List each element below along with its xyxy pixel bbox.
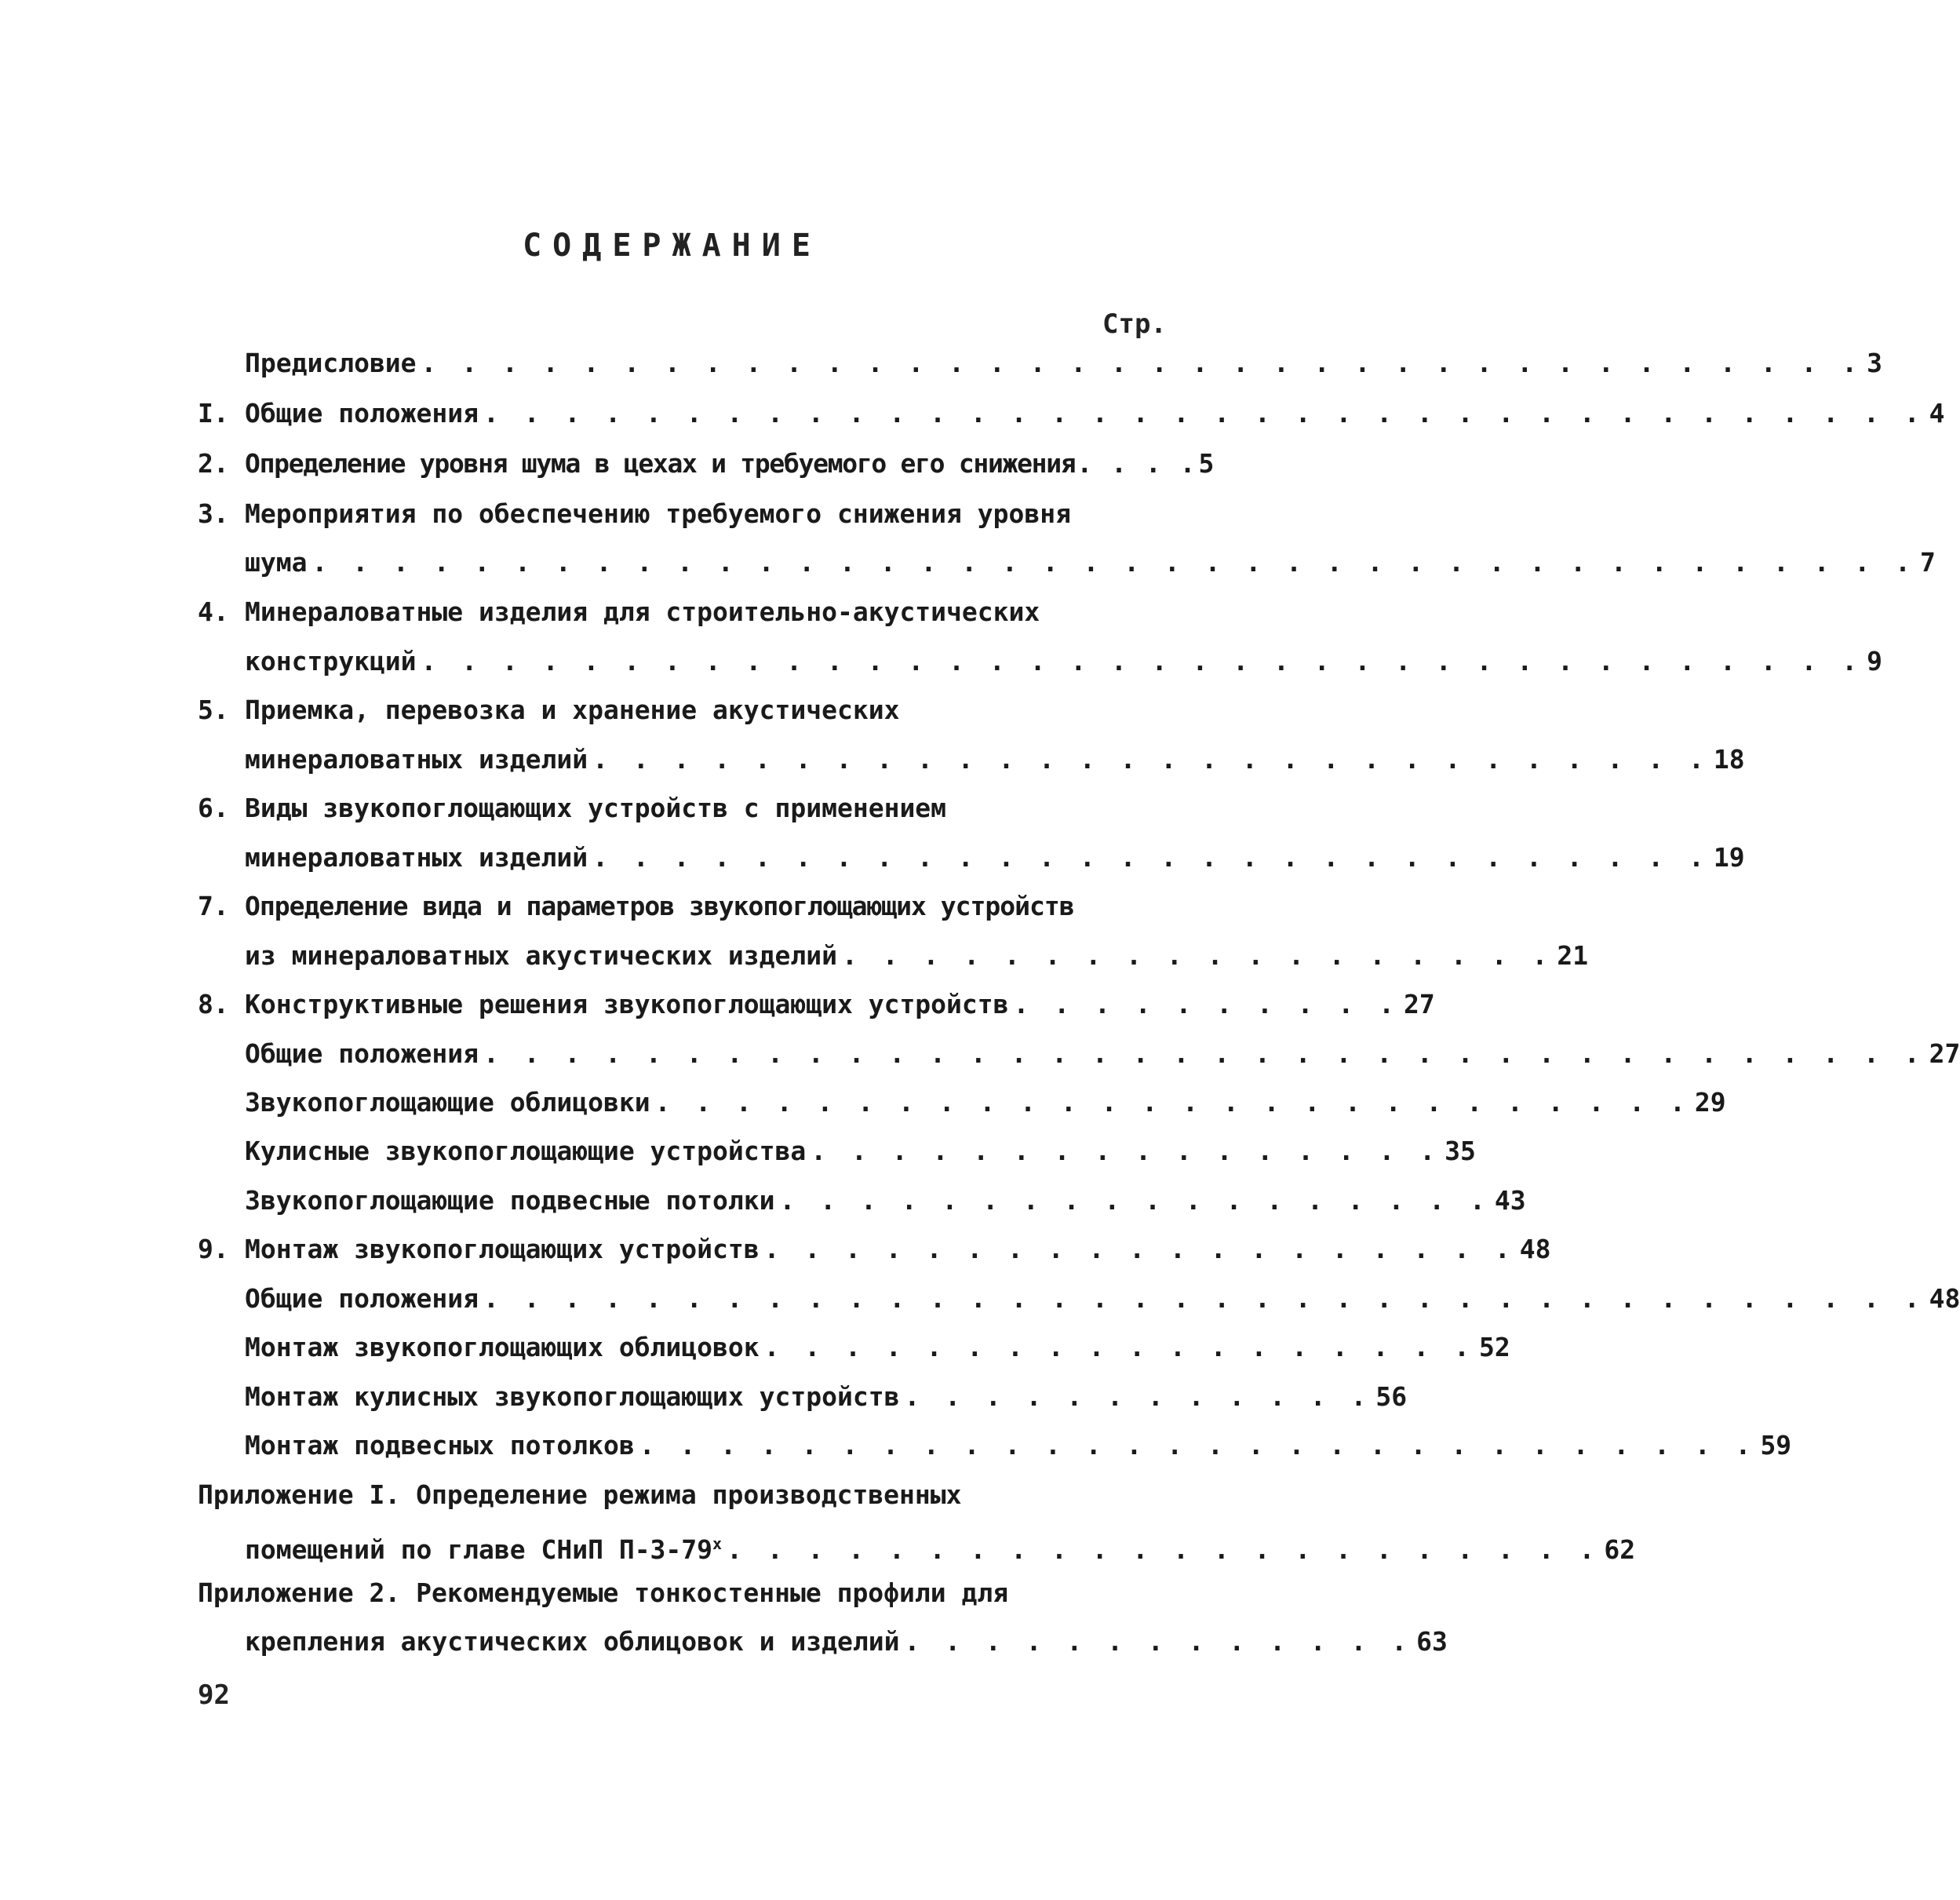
toc-entry-text: Звукопоглощающие подвесные потолки xyxy=(245,1185,775,1216)
toc-entry-continued xyxy=(245,494,1139,534)
toc-entry-page: 18 xyxy=(1713,744,1745,775)
toc-entry-number: I. xyxy=(198,398,229,429)
toc-entry-text: Предисловие xyxy=(245,348,417,378)
toc-entry-number: 4. xyxy=(198,596,229,627)
toc-leader-dots: . . . . . . . . . . xyxy=(1013,989,1400,1019)
toc-leader-dots: . . . . . . . . . . . . . . . . . . . . . . . . . . xyxy=(654,1087,1690,1118)
toc-entry-number: 8. xyxy=(198,989,229,1019)
toc-entry xyxy=(245,1622,1448,1661)
toc-entry xyxy=(245,543,1936,582)
toc-entry-number: 2. xyxy=(198,448,229,479)
toc-entry-superscript: x xyxy=(712,1534,723,1553)
toc-entry-text: Мероприятия по обеспечению требуемого снижения уровня xyxy=(245,498,1071,529)
toc-leader-dots: . . . . . . . . . . . . . . . . . . . xyxy=(763,1234,1515,1264)
toc-entry-text: Приложение I. Определение режима производственных xyxy=(198,1479,962,1510)
toc-entry-text: Определение вида и параметров звукопоглощающих устройств xyxy=(245,891,1074,921)
toc-entry-text: Общие положения xyxy=(245,398,479,429)
toc-entry xyxy=(245,1426,1792,1465)
toc-entry xyxy=(245,1524,1636,1565)
toc-entry-text: Виды звукопоглощающих устройств с применением xyxy=(245,793,947,823)
toc-entry-text: Общие положения xyxy=(245,1283,479,1314)
toc-leader-dots: . . . . . . . . . . . . . . . . . . . . . . . . . . . . . . . . . . . . xyxy=(421,646,1863,676)
toc-entry-text: Монтаж звукопоглощающих облицовок xyxy=(245,1332,760,1362)
toc-entry-text: из минераловатных акустических изделий xyxy=(245,940,837,971)
toc-entry xyxy=(245,838,1745,877)
toc-entry-page: 7 xyxy=(1920,547,1936,578)
toc-entry-page: 29 xyxy=(1694,1087,1726,1118)
toc-entry xyxy=(245,1132,1476,1171)
toc-entry-page: 27 xyxy=(1404,989,1435,1019)
toc-entry-page: 35 xyxy=(1444,1136,1476,1166)
toc-leader-dots: . . . . . . . . . . . . . . . . . . . . . . xyxy=(727,1534,1600,1565)
page-column-header: Стр. xyxy=(1102,308,1167,340)
toc-entry-page: 62 xyxy=(1604,1534,1636,1565)
toc-leader-dots: . . . . . . . . . . . . . . . . . . . . . . . . . . . . xyxy=(592,842,1709,873)
toc-entry-page: 5 xyxy=(1198,448,1215,479)
toc-entry xyxy=(245,1083,1726,1122)
toc-entry-text: Кулисные звукопоглощающие устройства xyxy=(245,1136,807,1166)
page-number: 92 xyxy=(198,1679,230,1711)
toc-leader-dots: . . . . . . . . . . . . . xyxy=(904,1626,1412,1657)
toc-entry-text: шума xyxy=(245,547,308,578)
toc-entry-page: 59 xyxy=(1760,1430,1792,1461)
toc-entry-page: 52 xyxy=(1479,1332,1510,1362)
toc-entry-text: крепления акустических облицовок и изделий xyxy=(245,1626,900,1657)
toc-leader-dots: . . . . . . . . . . . . . . . . . . . . . . . . . . . . . . . . . . . . xyxy=(421,348,1863,378)
toc-entry xyxy=(245,1034,1960,1074)
toc-entry-text: Общие положения xyxy=(245,1038,479,1069)
toc-entry-text: Приложение 2. Рекомендуемые тонкостенные профили для xyxy=(198,1577,1009,1608)
page-title: СОДЕРЖАНИЕ xyxy=(523,228,822,264)
toc-entry-text: минераловатных изделий xyxy=(245,842,588,873)
toc-leader-dots: . . . . . . . . . . . . . . . . . . xyxy=(763,1332,1475,1362)
toc-entry-text: Приемка, перевозка и хранение акустических xyxy=(245,695,900,725)
toc-entry-number: 9. xyxy=(198,1234,229,1264)
toc-entry-continued xyxy=(245,691,1139,730)
toc-leader-dots: . . . . . . . . . . . . . . . . . . xyxy=(841,940,1553,971)
toc-entry xyxy=(245,740,1745,779)
toc-entry-continued xyxy=(198,1574,1139,1613)
toc-leader-dots: . . . . . . . . . . . . . . . . . . . . . . . . . . . . xyxy=(592,744,1709,775)
toc-entry-page: 3 xyxy=(1867,348,1883,378)
toc-entry-text: Определение уровня шума в цехах и требуемого его снижения xyxy=(245,448,1076,479)
toc-entry xyxy=(245,1377,1408,1417)
toc-entry xyxy=(245,936,1589,976)
toc-entry-page: 63 xyxy=(1416,1626,1448,1657)
toc-entry xyxy=(245,985,1435,1024)
toc-entry-text: Монтаж звукопоглощающих устройств xyxy=(245,1234,760,1264)
toc-entry-page: 21 xyxy=(1557,940,1589,971)
toc-entry-text-main: помещений по главе СНиП П-3-79 xyxy=(245,1534,713,1565)
toc-entry-number: 5. xyxy=(198,695,229,725)
toc-entry xyxy=(245,394,1945,433)
toc-leader-dots: . . . . . . . . . . . . . . . . . . . . . . . . . . . . xyxy=(639,1430,1756,1461)
toc-entry xyxy=(245,344,1883,383)
toc-entry-continued xyxy=(245,593,1139,632)
toc-entry-number: 7. xyxy=(198,891,229,921)
toc-entry-page: 48 xyxy=(1519,1234,1551,1264)
toc-entry xyxy=(245,642,1883,681)
toc-entry-continued xyxy=(245,887,1139,926)
toc-leader-dots: . . . . . . . . . . . . xyxy=(904,1381,1372,1412)
toc-leader-dots: . . . . xyxy=(1077,448,1197,479)
toc-entry-number: 6. xyxy=(198,793,229,823)
toc-entry-text: Звукопоглощающие облицовки xyxy=(245,1087,650,1118)
toc-entry-continued xyxy=(198,1475,1139,1515)
toc-entry-text: Монтаж подвесных потолков xyxy=(245,1430,635,1461)
toc-entry xyxy=(245,1328,1510,1367)
toc-leader-dots: . . . . . . . . . . . . . . . . . . xyxy=(779,1185,1490,1216)
toc-entry-number: 3. xyxy=(198,498,229,529)
toc-leader-dots: . . . . . . . . . . . . . . . . . . . . . . . . . . . . . . . . . . . . xyxy=(483,398,1925,429)
toc-entry-page: 56 xyxy=(1375,1381,1408,1412)
toc-entry-page: 27 xyxy=(1929,1038,1960,1069)
toc-entry-page: 4 xyxy=(1929,398,1945,429)
toc-entry-text: минераловатных изделий xyxy=(245,744,588,775)
toc-entry xyxy=(245,1181,1526,1220)
toc-entry xyxy=(245,444,1215,483)
toc-entry-text: конструкций xyxy=(245,646,417,676)
toc-entry-text: Минераловатные изделия для строительно-акустических xyxy=(245,596,1040,627)
toc-leader-dots: . . . . . . . . . . . . . . . . . . . . . . . . . . . . . . . . . . . . xyxy=(483,1038,1925,1069)
toc-entry xyxy=(245,1230,1551,1269)
toc-leader-dots: . . . . . . . . . . . . . . . . . . . . . . . . . . . . . . . . . . . . xyxy=(483,1283,1925,1314)
toc-entry-text xyxy=(245,1524,722,1570)
toc-leader-dots: . . . . . . . . . . . . . . . . . . . . . . . . . . . . . . . . . . . . . . . . xyxy=(311,547,1916,578)
toc-entry-text: Конструктивные решения звукопоглощающих устройств xyxy=(245,989,1009,1019)
toc-entry-page: 9 xyxy=(1867,646,1883,676)
toc-leader-dots: . . . . . . . . . . . . . . . . xyxy=(811,1136,1441,1166)
toc-entry-text: Монтаж кулисных звукопоглощающих устройств xyxy=(245,1381,900,1412)
toc-entry-page: 43 xyxy=(1494,1185,1526,1216)
toc-entry xyxy=(245,1279,1960,1318)
toc-entry-page: 19 xyxy=(1713,842,1745,873)
toc-entry-page: 48 xyxy=(1929,1283,1960,1314)
toc-entry-continued xyxy=(245,789,1139,828)
